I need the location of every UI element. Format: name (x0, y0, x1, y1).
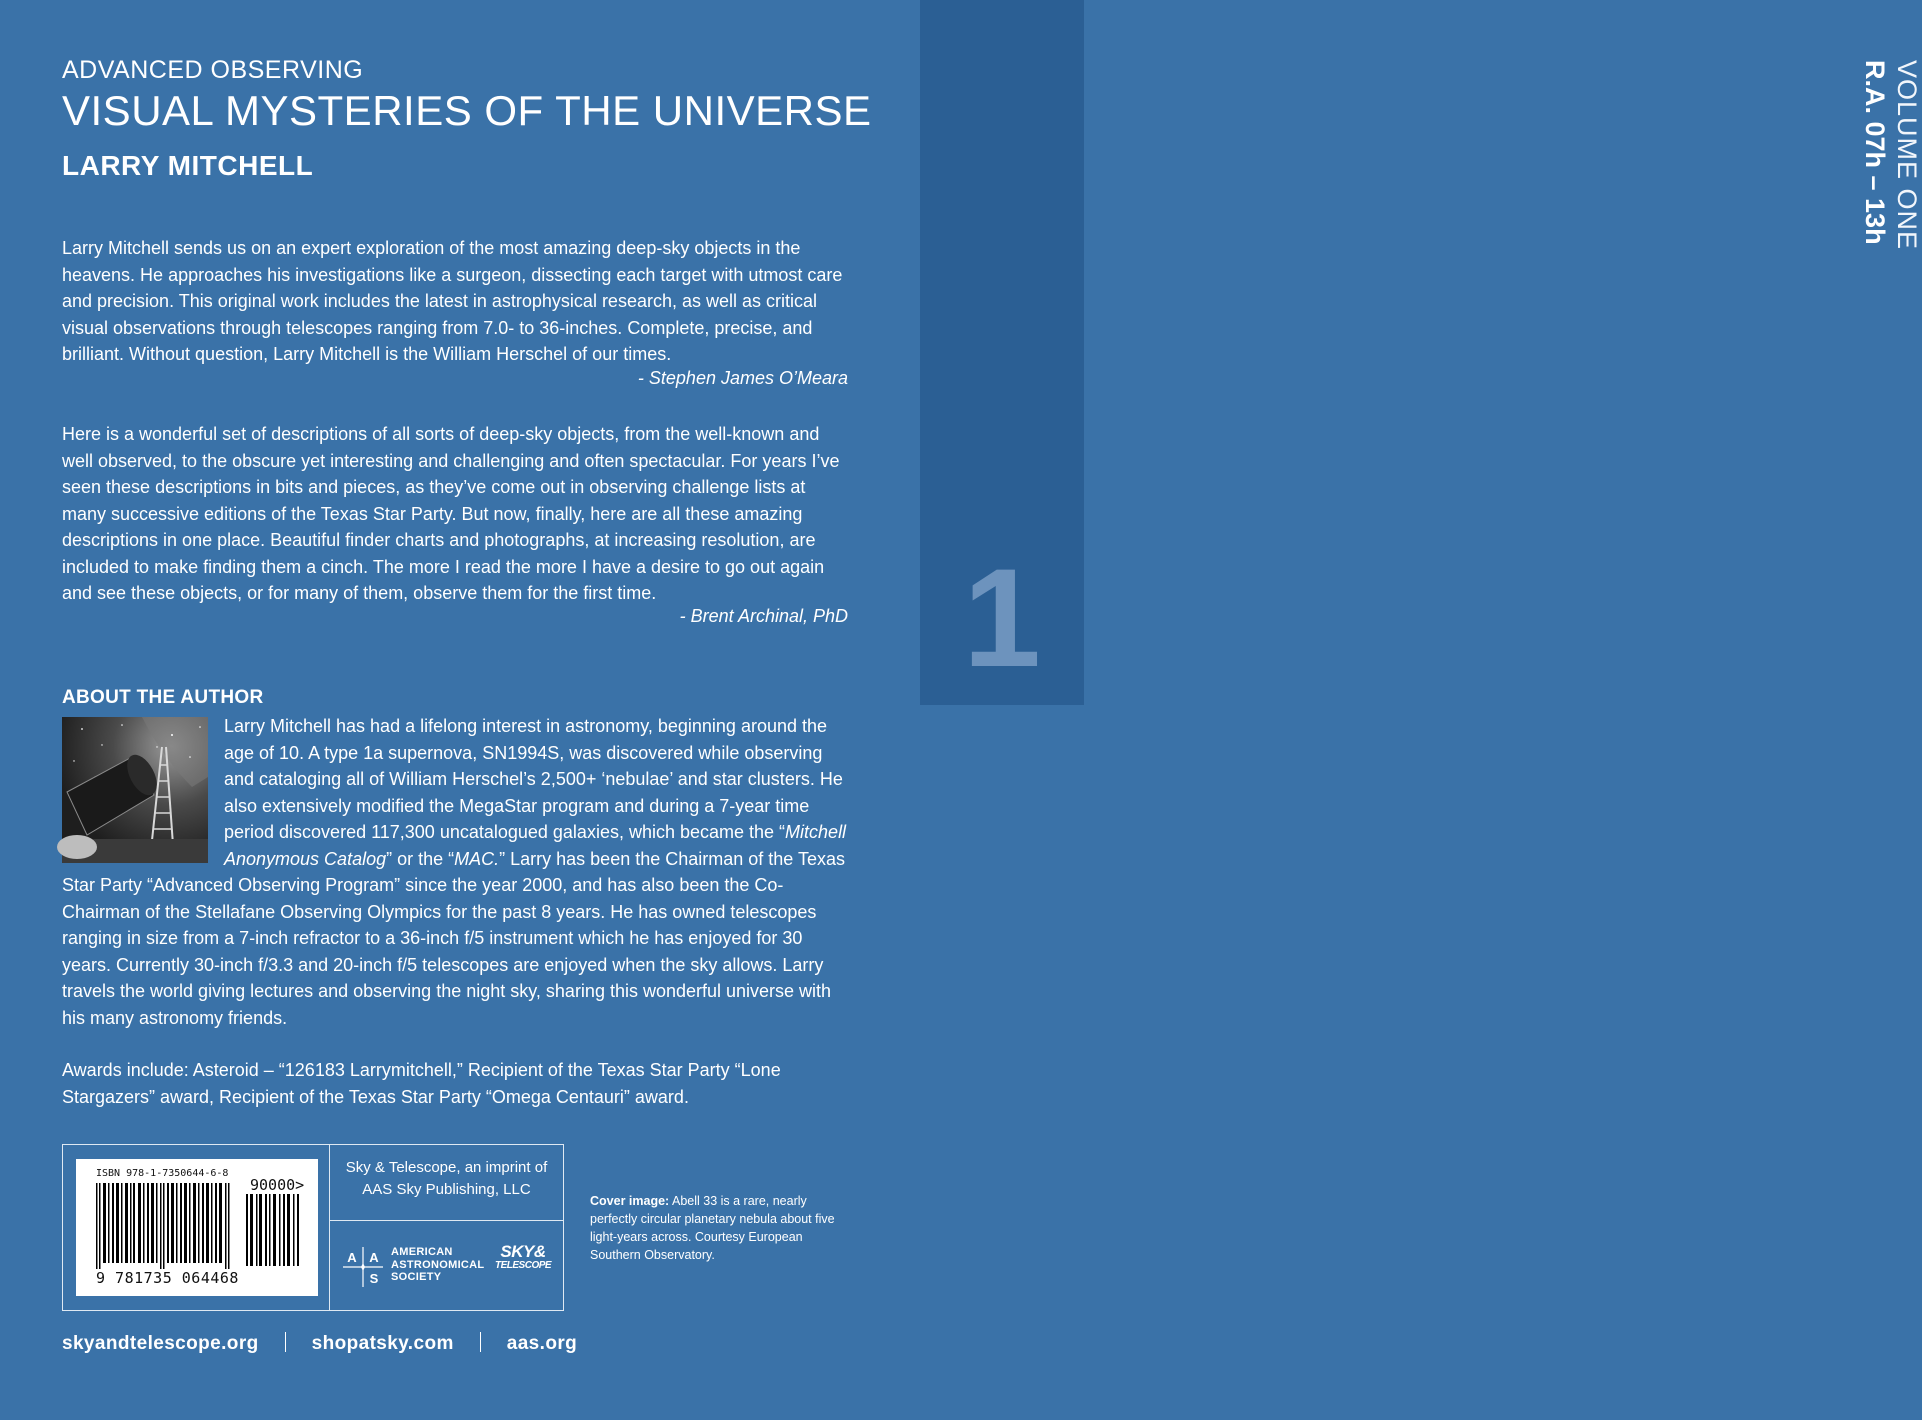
price-code: 90000> (250, 1176, 305, 1194)
cover-credit-text: Abell 33 is a rare, nearly perfectly circular planetary nebula about five light-years across. Courtesy European Southern Observatory. (590, 1194, 835, 1262)
review-text: Larry Mitchell sends us on an expert exploration of the most amazing deep-sky objects in the heavens. He approaches his investigations like a surgeon, dissecting each target with utmost care and precision. This original work includes the latest in astrophysical research, as well as critical visual observations through telescopes ranging from 7.0- to 36-inches. Complete, precise, and brilliant. Without question, Larry Mitchell is the William Herschel of our times. (62, 238, 843, 364)
isbn-label: ISBN 978-1-7350644-6-8 (96, 1168, 229, 1179)
book-title: VISUAL MYSTERIES OF THE UNIVERSE (62, 87, 872, 134)
volume-label: VOLUME ONE (1892, 60, 1922, 251)
volume-tab (920, 0, 1922, 705)
review-attribution: - Brent Archinal, PhD (679, 606, 848, 626)
publisher-imprint: Sky & Telescope, an imprint of AAS Sky Publishing, LLC (345, 1159, 548, 1198)
photo-spacer (62, 713, 224, 865)
footer-separator (285, 1332, 286, 1352)
aas-wordmark-line: AMERICAN (391, 1246, 453, 1258)
svg-text:A: A (347, 1250, 357, 1265)
st-logo-line: SKY& (500, 1242, 546, 1261)
catalog-name: Mitchell Anonymous Catalog (224, 822, 847, 869)
barcode (76, 1159, 318, 1296)
review-attribution: - Stephen James O’Meara (637, 368, 848, 388)
volume-number: 1 (963, 539, 1041, 696)
about-text-part: ” or the “ (386, 848, 455, 869)
author-name: LARRY MITCHELL (62, 150, 314, 181)
aas-logo-icon (341, 1245, 385, 1289)
footer-link-skyandtelescope[interactable]: skyandtelescope.org (62, 1333, 259, 1354)
catalog-abbr: MAC. (454, 848, 500, 869)
footer-link-aas[interactable]: aas.org (506, 1333, 578, 1354)
footer-links (62, 1332, 577, 1355)
barcode-box (62, 1144, 564, 1311)
box-divider (329, 1220, 563, 1221)
svg-text:S: S (369, 1271, 379, 1286)
awards-text: Awards include: Asteroid – “126183 Larrymitchell,” Recipient of the Texas Star Party “Lone Stargazers” award, Recipient of the Texas Star Party “Omega Centauri” award. (62, 1060, 781, 1107)
aas-wordmark (391, 1246, 484, 1284)
aas-wordmark-line: ASTRONOMICAL (391, 1258, 485, 1271)
footer-link-shopatsky[interactable]: shopatsky.com (311, 1333, 454, 1354)
about-text-part: Larry Mitchell has had a lifelong interest in astronomy, beginning around the age of 10. A type 1a supernova, SN1994S, was discovered while observing and cataloging all of William Herschel’s 2,500+ ‘nebulae’ and star clusters. He also extensively modified the MegaStar program and during a 7-year time period discovered 117,300 uncatalogued galaxies, which became the “ (224, 716, 843, 842)
review-text: Here is a wonderful set of descriptions of all sorts of deep-sky objects, from the well-known and well observed, to the obscure yet interesting and challenging and often spectacular. For years I’ve seen these descriptions in bits and pieces, as they’ve come out in observing challenge lists at many successive editions of the Texas Star Party. But now, finally, here are all these amazing descriptions in one place. Beautiful finder charts and photographs, at increasing resolution, are included to make finding them a cinch. The more I read the more I have a desire to go out again and see these objects, or for many of them, observe them for the first time. (62, 424, 840, 603)
barcode-bars (94, 1183, 234, 1269)
cover-credit-label: Cover image: (590, 1194, 670, 1208)
about-text (62, 713, 852, 1031)
about-heading: ABOUT THE AUTHOR (62, 687, 264, 708)
cover-credit (590, 1192, 845, 1264)
ra-range: R.A. 07h – 13h (1860, 60, 1890, 245)
st-logo-line: TELESCOPE (495, 1260, 552, 1271)
addon-barcode-bars (246, 1194, 300, 1266)
isbn-digits: 9 781735 064468 (96, 1269, 239, 1287)
sky-telescope-logo (495, 1243, 551, 1271)
aas-wordmark-line: SOCIETY (391, 1271, 442, 1283)
svg-text:A: A (369, 1250, 379, 1265)
footer-separator (480, 1332, 481, 1352)
about-text-part: ” Larry has been the Chairman of the Texas Star Party “Advanced Observing Program” since the year 2000, and has also been the Co-Chairman of the Stellafane Observing Olympics for the past 8 years. He has owned telescopes ranging in size from a 7-inch refractor to a 36-inch f/5 instrument which he has enjoyed for 30 years. Currently 30-inch f/3.3 and 20-inch f/5 telescopes are enjoyed when the sky allows. Larry travels the world giving lectures and observing the night sky, sharing this wonderful universe with his many astronomy friends. (62, 848, 845, 1028)
series-kicker: ADVANCED OBSERVING (62, 56, 364, 84)
volume-label-group (1861, 60, 1920, 250)
